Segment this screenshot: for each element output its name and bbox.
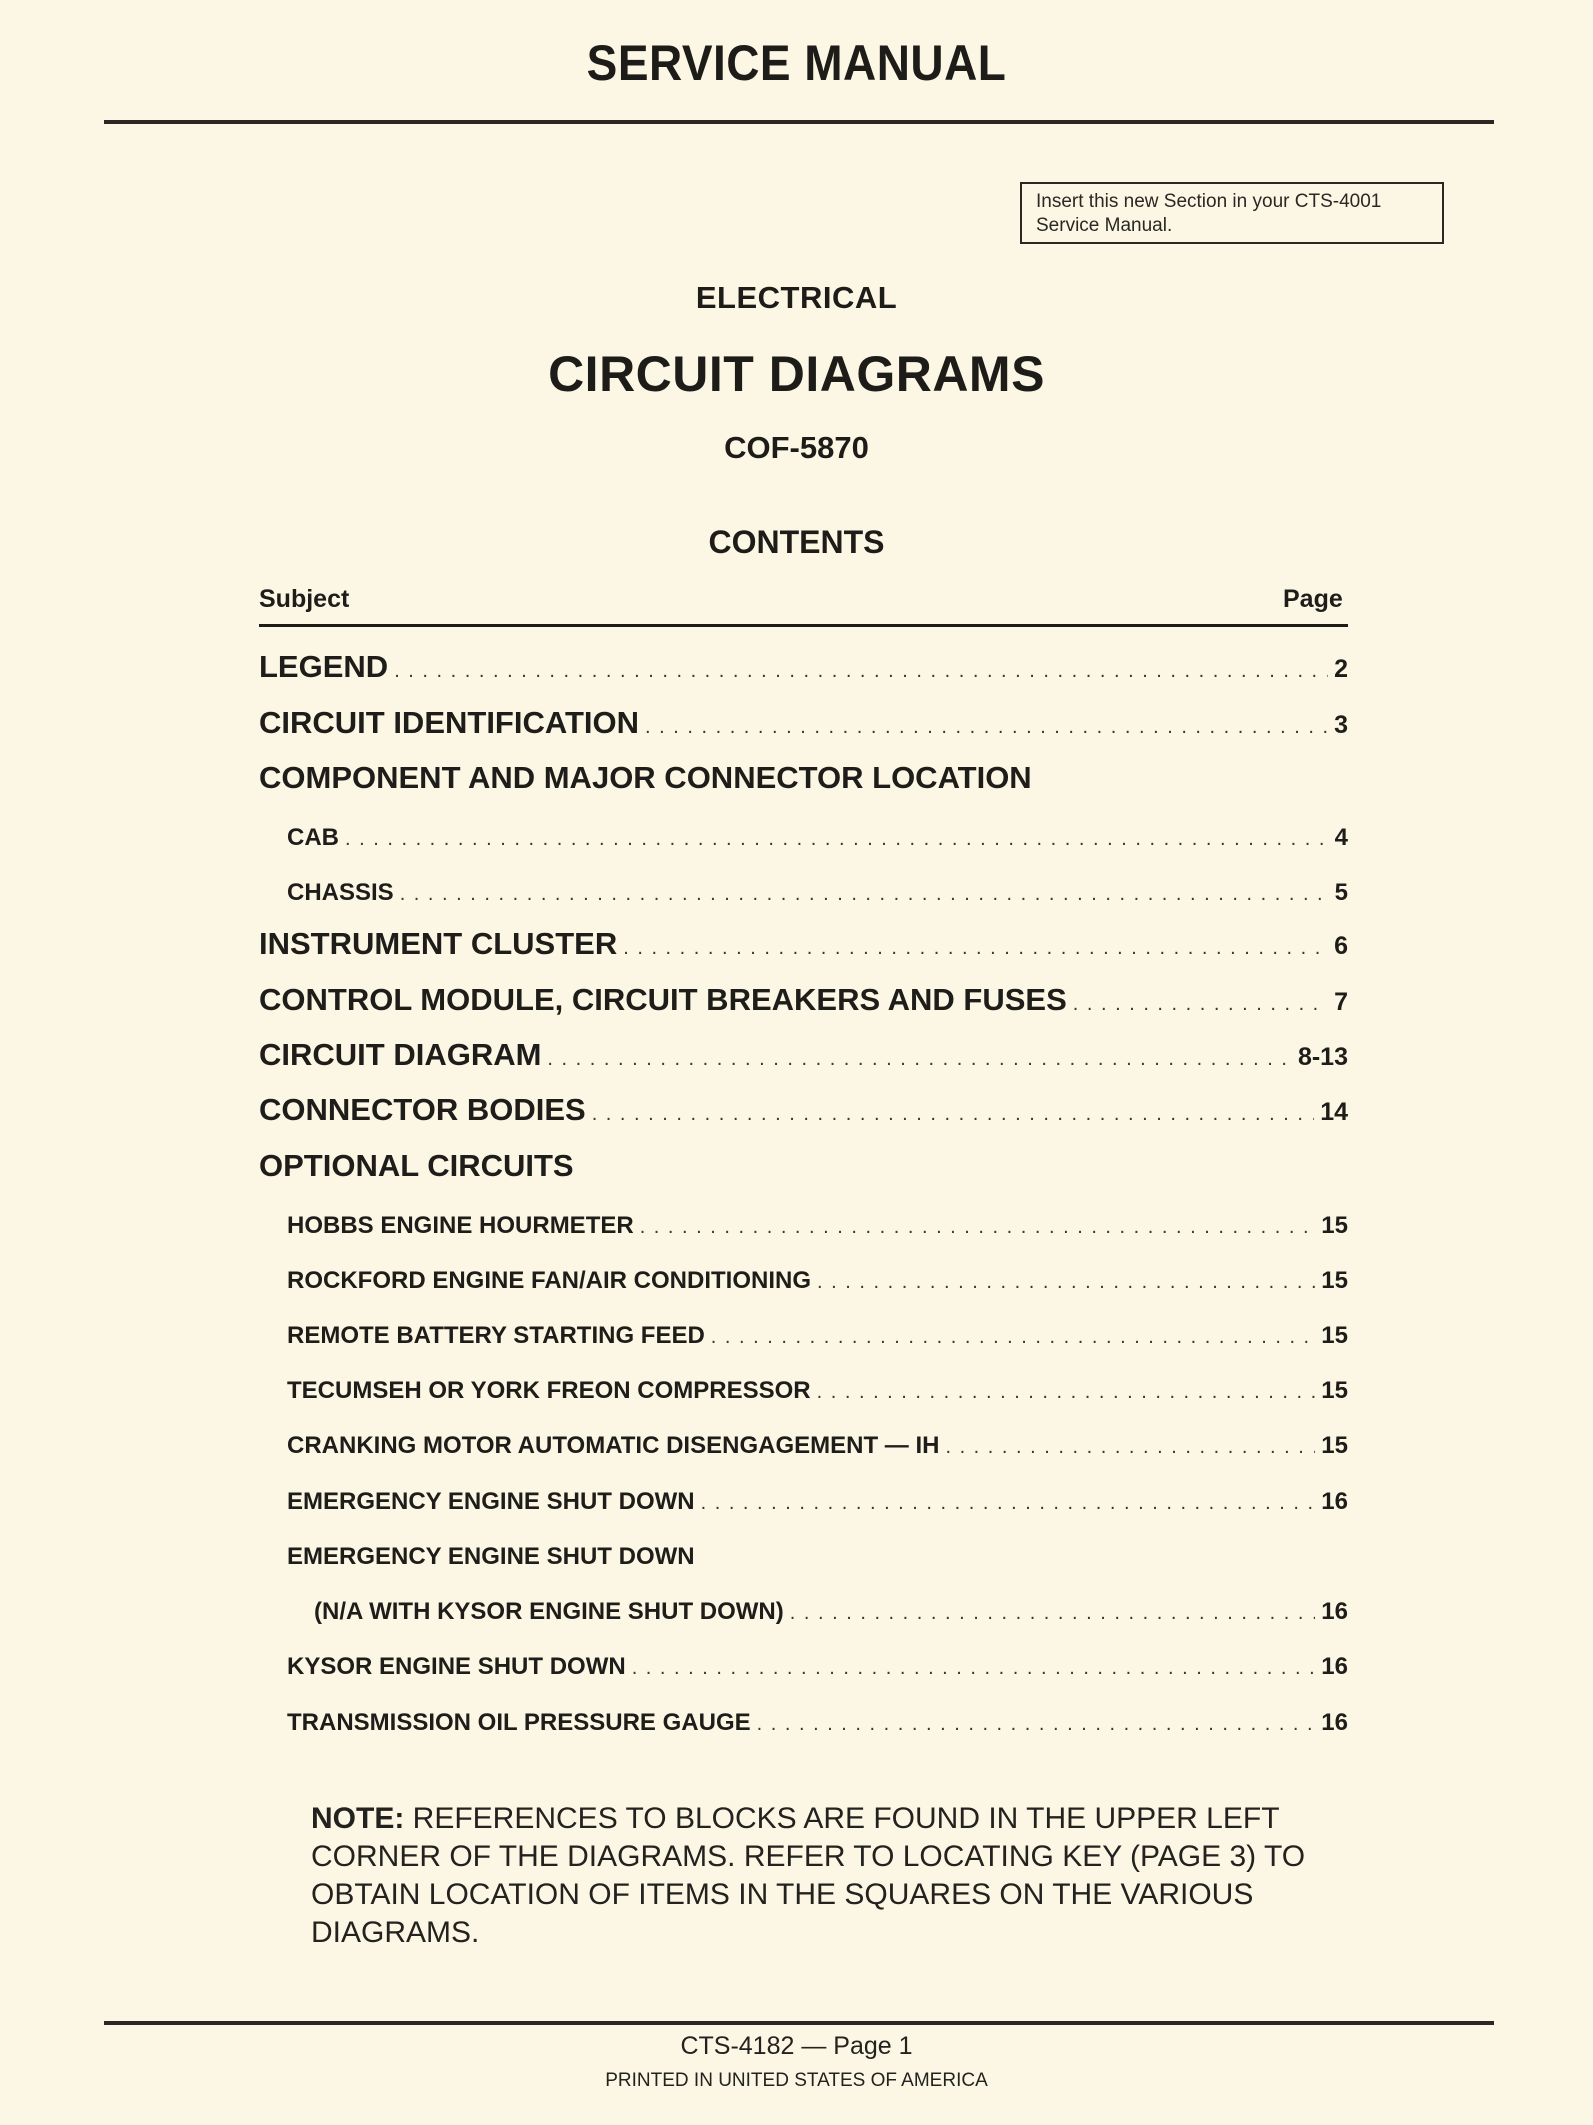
toc-entry-page: 15 [1321, 1377, 1348, 1404]
toc-entry[interactable] [259, 1322, 1348, 1350]
footer-printed-notice: PRINTED IN UNITED STATES OF AMERICA [605, 2070, 988, 2091]
leader-dots [790, 1602, 1316, 1625]
toc-entry-page: 8-13 [1297, 1043, 1348, 1071]
column-header-page: Page [1283, 585, 1343, 613]
toc-entry-label: EMERGENCY ENGINE SHUT DOWN [287, 1488, 695, 1515]
toc-entry[interactable] [259, 1212, 1348, 1240]
note-label: NOTE: [311, 1802, 405, 1835]
leader-dots [1073, 993, 1328, 1016]
toc-entry-label: CIRCUIT DIAGRAM [259, 1037, 542, 1072]
toc-entry-page: 14 [1320, 1098, 1348, 1126]
leader-dots [711, 1326, 1316, 1349]
leader-dots [645, 716, 1328, 739]
toc-entry-label: HOBBS ENGINE HOURMETER [287, 1212, 634, 1239]
toc-entry-page: 2 [1334, 655, 1348, 683]
toc-entry-page: 16 [1321, 1488, 1348, 1515]
insert-notice-line-2: Service Manual. [1036, 215, 1173, 236]
toc-entry[interactable] [259, 1377, 1348, 1405]
toc-entry-label: COMPONENT AND MAJOR CONNECTOR LOCATION [259, 760, 1032, 795]
toc-entry-label: TECUMSEH OR YORK FREON COMPRESSOR [287, 1377, 811, 1404]
leader-dots [623, 937, 1328, 960]
insert-notice-box [1020, 182, 1444, 244]
toc-entry[interactable] [259, 1598, 1348, 1626]
toc-entry-page: 5 [1334, 879, 1348, 906]
note-text: REFERENCES TO BLOCKS ARE FOUND IN THE UPPER LEFT CORNER OF THE DIAGRAMS. REFER TO LOCATING KEY (PAGE 3) TO OBTAIN LOCATION OF ITEMS IN THE SQUARES ON THE VARIOUS DIAGRAMS. [311, 1802, 1306, 1949]
leader-dots [547, 1048, 1292, 1071]
toc-entry[interactable] [259, 760, 1348, 796]
leader-dots [592, 1103, 1315, 1126]
toc-entry-label: REMOTE BATTERY STARTING FEED [287, 1322, 705, 1349]
toc-entry-page: 16 [1321, 1653, 1348, 1680]
leader-dots [400, 883, 1329, 906]
toc-entry-label: CIRCUIT IDENTIFICATION [259, 705, 640, 740]
toc-entry-label: CHASSIS [287, 879, 394, 906]
note-paragraph [311, 1800, 1351, 1952]
leader-dots [394, 660, 1328, 683]
toc-entry[interactable] [259, 1488, 1348, 1516]
toc-entry-page: 15 [1321, 1267, 1348, 1294]
section-code: COF-5870 [724, 430, 869, 465]
toc-entry-label: CONNECTOR BODIES [259, 1092, 586, 1127]
toc-entry-label: INSTRUMENT CLUSTER [259, 926, 618, 961]
toc-entry-label: CONTROL MODULE, CIRCUIT BREAKERS AND FUSES [259, 982, 1067, 1017]
leader-dots [640, 1216, 1316, 1239]
toc-entry[interactable] [259, 1092, 1348, 1128]
toc-entry-label: CAB [287, 824, 339, 851]
section-title: CIRCUIT DIAGRAMS [548, 346, 1045, 402]
leader-dots [345, 828, 1329, 851]
toc-entry[interactable] [259, 982, 1348, 1018]
leader-dots [945, 1436, 1315, 1459]
toc-entry-page: 15 [1321, 1322, 1348, 1349]
toc-entry-label: ROCKFORD ENGINE FAN/AIR CONDITIONING [287, 1267, 812, 1294]
leader-dots [817, 1271, 1315, 1294]
toc-entry-label: LEGEND [259, 649, 389, 684]
toc-entry[interactable] [259, 1653, 1348, 1681]
toc-entry[interactable] [259, 705, 1348, 741]
toc-entry-label: KYSOR ENGINE SHUT DOWN [287, 1653, 626, 1680]
toc-entry[interactable] [259, 1037, 1348, 1073]
insert-notice-line-1: Insert this new Section in your CTS-4001 [1036, 191, 1382, 212]
toc-entry-label: EMERGENCY ENGINE SHUT DOWN [287, 1543, 695, 1570]
leader-dots [817, 1381, 1316, 1404]
bottom-divider [104, 2021, 1494, 2025]
toc-entry-label: (N/A WITH KYSOR ENGINE SHUT DOWN) [314, 1598, 784, 1625]
toc-entry[interactable] [259, 1267, 1348, 1295]
toc-entry[interactable] [259, 1709, 1348, 1737]
toc-entry-page: 6 [1334, 932, 1348, 960]
toc-entry[interactable] [259, 824, 1348, 852]
leader-dots [632, 1657, 1316, 1680]
toc-entry[interactable] [259, 649, 1348, 685]
toc-entry[interactable] [259, 1432, 1348, 1460]
page-title: SERVICE MANUAL [586, 35, 1007, 91]
toc-entry[interactable] [259, 1543, 1348, 1571]
leader-dots [757, 1713, 1316, 1736]
toc-entry-page: 15 [1321, 1432, 1348, 1459]
toc-entry-page: 16 [1321, 1709, 1348, 1736]
toc-entry[interactable] [259, 1148, 1348, 1184]
toc-entry[interactable] [259, 926, 1348, 962]
toc-entry-page: 4 [1334, 824, 1348, 851]
toc-entry-label: CRANKING MOTOR AUTOMATIC DISENGAGEMENT — IH [287, 1432, 940, 1459]
toc-entry-label: OPTIONAL CIRCUITS [259, 1148, 574, 1183]
toc-entry-page: 16 [1321, 1598, 1348, 1625]
toc-entry-label: TRANSMISSION OIL PRESSURE GAUGE [287, 1709, 751, 1736]
toc-entry[interactable] [259, 879, 1348, 907]
column-header-subject: Subject [259, 585, 350, 613]
section-category: ELECTRICAL [695, 280, 898, 315]
leader-dots [701, 1492, 1316, 1515]
toc-entry-page: 3 [1334, 711, 1348, 739]
contents-header-divider [259, 624, 1348, 627]
contents-heading: CONTENTS [708, 524, 885, 560]
top-divider [104, 120, 1494, 124]
footer-page-reference: CTS-4182 — Page 1 [680, 2032, 913, 2060]
toc-entry-page: 15 [1321, 1212, 1348, 1239]
toc-entry-page: 7 [1334, 988, 1348, 1016]
